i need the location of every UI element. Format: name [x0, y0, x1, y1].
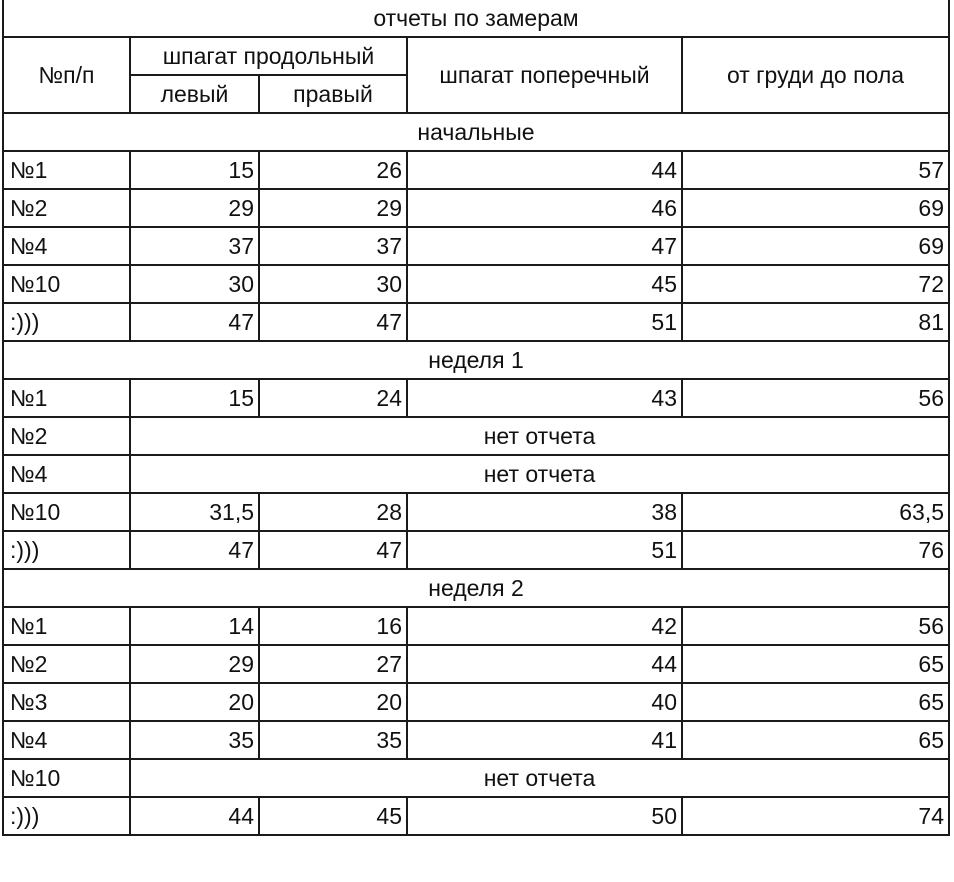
row-id: №1 — [3, 379, 130, 417]
cell-left: 31,5 — [130, 493, 259, 531]
row-id: :))) — [3, 303, 130, 341]
cell-transverse: 42 — [407, 607, 682, 645]
cell-chest: 57 — [682, 151, 949, 189]
header-transverse-split: шпагат поперечный — [407, 37, 682, 113]
cell-left: 15 — [130, 151, 259, 189]
table-row — [3, 493, 949, 531]
row-id: №2 — [3, 645, 130, 683]
section-title: неделя 1 — [3, 341, 949, 379]
cell-chest: 69 — [682, 227, 949, 265]
cell-left: 35 — [130, 721, 259, 759]
cell-right: 30 — [259, 265, 407, 303]
cell-right: 35 — [259, 721, 407, 759]
row-id: №10 — [3, 493, 130, 531]
measurements-table — [2, 0, 950, 836]
header-left: левый — [130, 75, 259, 113]
header-longitudinal-split: шпагат продольный — [130, 37, 407, 75]
cell-left: 29 — [130, 645, 259, 683]
cell-left: 47 — [130, 303, 259, 341]
row-id: №3 — [3, 683, 130, 721]
cell-left: 44 — [130, 797, 259, 835]
cell-transverse: 40 — [407, 683, 682, 721]
table-row — [3, 797, 949, 835]
table-row — [3, 645, 949, 683]
cell-right: 24 — [259, 379, 407, 417]
section-title: неделя 2 — [3, 569, 949, 607]
table-row — [3, 151, 949, 189]
no-report-note: нет отчета — [130, 759, 949, 797]
cell-transverse: 45 — [407, 265, 682, 303]
table-row — [3, 417, 949, 455]
cell-transverse: 44 — [407, 151, 682, 189]
cell-chest: 65 — [682, 721, 949, 759]
cell-transverse: 50 — [407, 797, 682, 835]
cell-right: 26 — [259, 151, 407, 189]
cell-chest: 56 — [682, 379, 949, 417]
cell-transverse: 43 — [407, 379, 682, 417]
header-chest-to-floor: от груди до пола — [682, 37, 949, 113]
title-row — [3, 0, 949, 37]
cell-transverse: 44 — [407, 645, 682, 683]
table-row — [3, 455, 949, 493]
row-id: №1 — [3, 607, 130, 645]
cell-right: 20 — [259, 683, 407, 721]
cell-chest: 56 — [682, 607, 949, 645]
table-row — [3, 265, 949, 303]
cell-chest: 65 — [682, 645, 949, 683]
row-id: №4 — [3, 227, 130, 265]
table-body — [3, 0, 949, 835]
no-report-note: нет отчета — [130, 417, 949, 455]
cell-chest: 63,5 — [682, 493, 949, 531]
cell-left: 30 — [130, 265, 259, 303]
cell-left: 20 — [130, 683, 259, 721]
cell-right: 45 — [259, 797, 407, 835]
cell-right: 47 — [259, 303, 407, 341]
row-id: №2 — [3, 417, 130, 455]
row-id: №10 — [3, 265, 130, 303]
cell-transverse: 47 — [407, 227, 682, 265]
section-title: начальные — [3, 113, 949, 151]
row-id: №2 — [3, 189, 130, 227]
cell-chest: 69 — [682, 189, 949, 227]
row-id: :))) — [3, 797, 130, 835]
section-row — [3, 341, 949, 379]
cell-transverse: 51 — [407, 531, 682, 569]
row-id: №4 — [3, 455, 130, 493]
header-row-1 — [3, 37, 949, 75]
cell-right: 29 — [259, 189, 407, 227]
cell-transverse: 41 — [407, 721, 682, 759]
cell-right: 47 — [259, 531, 407, 569]
table-title: отчеты по замерам — [3, 0, 949, 37]
cell-transverse: 51 — [407, 303, 682, 341]
cell-chest: 65 — [682, 683, 949, 721]
table-row — [3, 379, 949, 417]
cell-left: 15 — [130, 379, 259, 417]
cell-left: 14 — [130, 607, 259, 645]
table-row — [3, 721, 949, 759]
table-row — [3, 607, 949, 645]
table-row — [3, 759, 949, 797]
section-row — [3, 569, 949, 607]
header-right: правый — [259, 75, 407, 113]
cell-chest: 76 — [682, 531, 949, 569]
cell-transverse: 38 — [407, 493, 682, 531]
section-row — [3, 113, 949, 151]
table-row — [3, 303, 949, 341]
cell-left: 47 — [130, 531, 259, 569]
cell-transverse: 46 — [407, 189, 682, 227]
table-row — [3, 189, 949, 227]
cell-right: 16 — [259, 607, 407, 645]
cell-left: 29 — [130, 189, 259, 227]
cell-chest: 74 — [682, 797, 949, 835]
row-id: №10 — [3, 759, 130, 797]
cell-chest: 81 — [682, 303, 949, 341]
header-number: №п/п — [3, 37, 130, 113]
row-id: №4 — [3, 721, 130, 759]
cell-chest: 72 — [682, 265, 949, 303]
cell-right: 37 — [259, 227, 407, 265]
row-id: №1 — [3, 151, 130, 189]
table-row — [3, 683, 949, 721]
table-row — [3, 227, 949, 265]
no-report-note: нет отчета — [130, 455, 949, 493]
cell-left: 37 — [130, 227, 259, 265]
table-row — [3, 531, 949, 569]
cell-right: 27 — [259, 645, 407, 683]
cell-right: 28 — [259, 493, 407, 531]
row-id: :))) — [3, 531, 130, 569]
